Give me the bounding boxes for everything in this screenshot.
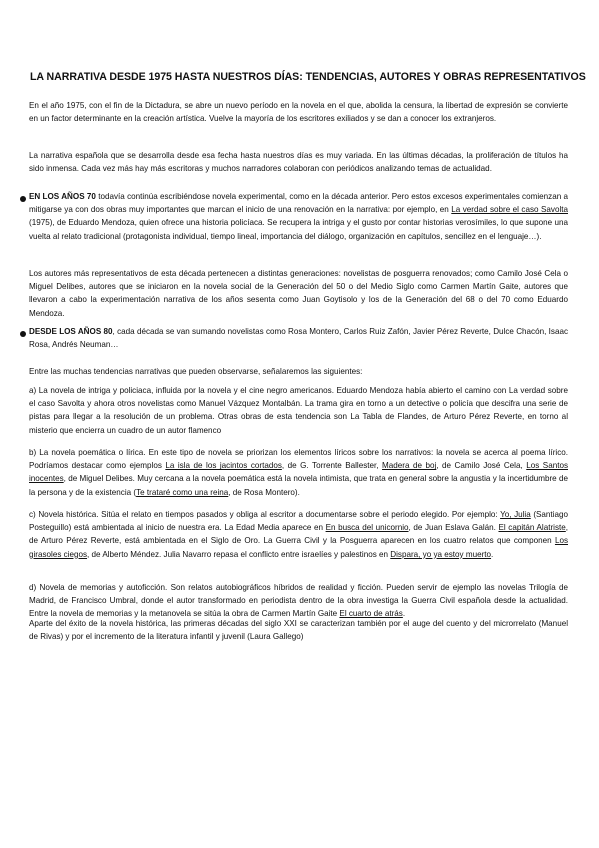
book-title: Los girasoles ciegos [29, 536, 568, 559]
paragraph-lirica: b) La novela poemática o lírica. En este tipo de novela se priorizan los elementos líricos sobre los narrativos: la novela se acerca al poema lírico. Podríamos destacar como ejemplos La isla de los jacintos cortados, de G. Torrente Ballester, Madera de boj, de Camilo José Cela, Los Santos inocentes, de Miguel Delibes. Muy cercana a la novela poemática está la novela intimista, que trata en general sobre la angustia y la incertidumbre de la persona y de la existencia (Te trataré como una reina, de Rosa Montero). [29, 448, 569, 497]
paragraph-intriga: a) La novela de intriga y policiaca, influida por la novela y el cine negro americanos. Eduardo Mendoza había abierto el camino con La verdad sobre el caso Savolta y ahora otros novelistas como Manuel Vázquez Montalbán. La trama gira en torno a un detective o policía que descifra una serie de pistas para llegar a la resolución de un problema. Otras obras de esta tendencia son La Tabla de Flandes, de Arturo Pérez Reverte, en torno al misterio que encierra un cuadro de un autor flamenco [29, 386, 568, 435]
section-lead: DESDE LOS AÑOS 80 [29, 327, 113, 336]
paragraph-historica: c) Novela histórica. Sitúa el relato en tiempos pasados y obliga al escritor a documentarse sobre el periodo elegido. Por ejemplo: Yo, Julia (Santiago Posteguillo) está ambientada al inicio de nuestra era. La Edad Media aparece en En busca del unicornio, de Juan Eslava Galán. El capitán Alatriste, de Arturo Pérez Reverte, está ambientada en el Siglo de Oro. La Guerra Civil y la Posguerra aparecen en los cuatro relatos que componen Los girasoles ciegos, de Alberto Méndez. Julia Navarro repasa el conflicto entre israelíes y palestinos en Dispara, yo ya estoy muerto. [29, 510, 569, 559]
section-lead: EN LOS AÑOS 70 [29, 192, 96, 201]
book-title: Yo, Julia [500, 510, 531, 519]
paragraph-years-80: DESDE LOS AÑOS 80, cada década se van sumando novelistas como Rosa Montero, Carlos Ruiz Zafón, Javier Pérez Reverte, Dulce Chacón, Isaac Rosa, Andrés Neuman… [29, 327, 569, 350]
paragraph-years-70: EN LOS AÑOS 70 todavía continúa escribiéndose novela experimental, como en la década anterior. Pero estos excesos experimentales comienzan a mitigarse ya con dos obras muy importantes que marcan el inicio de una renovación en la narrativa: por ejemplo, en La verdad sobre el caso Savolta (1975), de Eduardo Mendoza, quien ofrece una historia policíaca. Se recupera la intriga y el gusto por contar historias verosímiles, lo que supone una vuelta al relato tradicional (protagonista individual, tiempo lineal, importancia del diálogo, organización en capítulos, sencillez en el lenguaje…). [29, 192, 569, 241]
book-title: Los Santos inocentes [29, 461, 569, 484]
book-title: Dispara, yo ya estoy muerto [390, 549, 492, 559]
book-title: La isla de los jacintos cortados [165, 461, 282, 471]
book-title: El capitán Alatriste [498, 523, 566, 533]
book-title: Te trataré como una reina [136, 487, 229, 497]
book-title: Madera de boj [382, 461, 437, 471]
paragraph-memorias: d) Novela de memorias y autoficción. Son relatos autobiográficos híbridos de realidad y ficción. Pueden servir de ejemplo las novelas Trilogía de Madrid, de Francisco Umbral, donde el autor transformado en periodista dentro de la obra investiga la Guerra Civil española desde la actualidad. Entre la novela de memorias y la metanovela se sitúa la obra de Carmen Martín Gaite El cuarto de atrás. [29, 583, 568, 619]
paragraph-intro: En el año 1975, con el fin de la Dictadura, se abre un nuevo período en la novela en el que, abolida la censura, la libertad de expresión se convierte en un factor determinante en la creación artística. Vuelve la mayoría de los escritores exiliados y se dan a conocer los extranjeros. [29, 101, 568, 124]
paragraph-siglo-xxi: Aparte del éxito de la novela histórica, las primeras décadas del siglo XXI se caracterizan también por el auge del cuento y del microrrelato (Manuel de Rivas) y por el incremento de la literatura infantil y juvenil (Laura Gallego) [29, 619, 568, 642]
paragraph-authors-70: Los autores más representativos de esta década pertenecen a distintas generaciones: novelistas de posguerra renovados; como Camilo José Cela o Miguel Delibes, autores que se iniciaron en la novela social de la Generación del 50 o del Medio Siglo como Carmen Martín Gaite, autores que llevaron a cabo la experimentación narrativa de los años sesenta como Juan Goytisolo y los de la Generación del 68 o del 70 como Eduardo Mendoza. [29, 269, 568, 318]
bullet-dot [20, 331, 26, 337]
paragraph-tendencies-intro: Entre las muchas tendencias narrativas que pueden observarse, señalaremos las siguientes: [29, 367, 363, 376]
paragraph-variety: La narrativa española que se desarrolla desde esa fecha hasta nuestros días es muy variada. En las últimas décadas, la proliferación de títulos ha sido inmensa. Cada vez más hay más escritoras y muchos narradores colaboran con periódicos analizando temas de actualidad. [29, 151, 568, 174]
document-title: LA NARRATIVA DESDE 1975 HASTA NUESTROS DÍAS: TENDENCIAS, AUTORES Y OBRAS REPRESENTATIVOS [30, 71, 586, 83]
bullet-dot [20, 196, 26, 202]
book-title: El cuarto de atrás [339, 609, 403, 619]
book-title: La verdad sobre el caso Savolta [451, 205, 568, 215]
book-title: En busca del unicornio [325, 523, 409, 533]
